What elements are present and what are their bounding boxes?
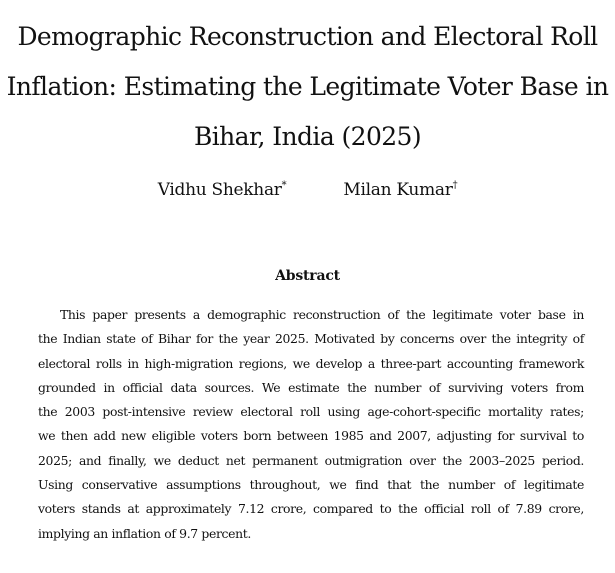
abstract-line: the 2003 post-intensive review electoral roll using age-cohort-specific mortality rates; xyxy=(38,404,584,420)
title-line: Bihar, India (2025) xyxy=(193,122,422,151)
abstract-line: the Indian state of Bihar for the year 2025. Motivated by concerns over the integrity of xyxy=(38,331,584,347)
author-list xyxy=(0,180,615,200)
abstract-body xyxy=(38,303,584,546)
abstract-line: implying an inflation of 9.7 percent. xyxy=(38,525,251,541)
title-line: Inflation: Estimating the Legitimate Voter Base in xyxy=(6,72,609,101)
author xyxy=(343,180,457,200)
abstract-line: This paper presents a demographic reconstruction of the legitimate voter base in xyxy=(60,307,584,322)
abstract-line: electoral rolls in high-migration regions, we develop a three-part accounting framework xyxy=(38,355,584,371)
paper-title xyxy=(0,12,615,162)
abstract-line: we then add new eligible voters born between 1985 and 2007, adjusting for survival to xyxy=(38,428,584,444)
abstract-line: 2025; and finally, we deduct net permanent outmigration over the 2003–2025 period. xyxy=(38,452,584,468)
author-name: Milan Kumar xyxy=(343,180,453,200)
author-name: Vidhu Shekhar xyxy=(157,180,282,200)
author-footnote-mark: † xyxy=(452,180,458,191)
abstract-heading: Abstract xyxy=(275,268,340,284)
abstract-line: Using conservative assumptions throughout, we find that the number of legitimate xyxy=(38,477,584,493)
author xyxy=(158,180,287,200)
author-footnote-mark: * xyxy=(281,180,287,191)
abstract-line: voters stands at approximately 7.12 crore, compared to the official roll of 7.89 crore, xyxy=(38,501,584,517)
title-line: Demographic Reconstruction and Electoral Roll xyxy=(17,22,598,51)
abstract-line: grounded in official data sources. We estimate the number of surviving voters from xyxy=(38,379,584,395)
